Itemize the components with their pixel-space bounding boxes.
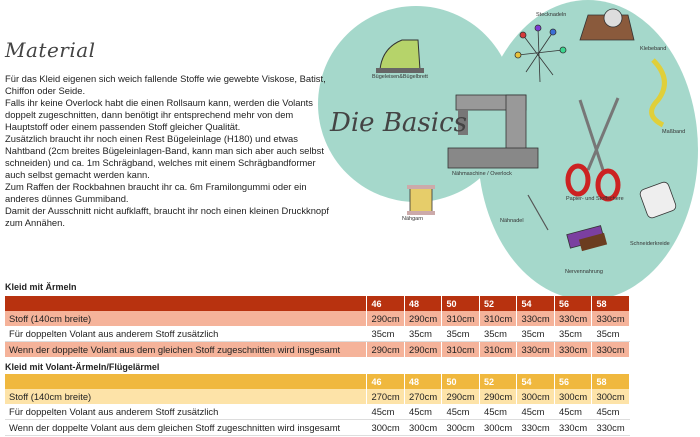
size-cell: 48: [404, 296, 442, 311]
value-cell: 300cm: [517, 389, 555, 404]
value-cell: 45cm: [367, 404, 405, 420]
caption-naehnadel: Nähnadel: [500, 218, 524, 224]
table-header-row: [5, 296, 630, 311]
size-table-sleeves: [5, 296, 630, 357]
value-cell: 45cm: [479, 404, 517, 420]
caption-nervennahrung: Nervennahrung: [565, 269, 603, 275]
iron-icon: [376, 40, 424, 73]
intro-paragraph: Falls ihr keine Overlock habt die einen Rollsaum kann, werden die Volants doppelt zugeschnitten, dann benötigt ihr entsprechend mehr von dem Hauptstoff oder einem passenden Stoff gleicher Qualität.: [5, 97, 313, 132]
basics-illustration: [318, 0, 700, 300]
value-cell: 290cm: [367, 311, 405, 326]
value-cell: 330cm: [592, 420, 630, 436]
size-cell: 56: [554, 374, 592, 389]
value-cell: 270cm: [367, 389, 405, 404]
table-title-sleeves: Kleid mit Ärmeln: [5, 282, 77, 292]
size-cell: 58: [592, 296, 630, 311]
caption-papier: Papier- und Stoffschere: [566, 196, 624, 202]
value-cell: 35cm: [367, 326, 405, 342]
value-cell: 310cm: [442, 311, 480, 326]
size-cell: 54: [517, 296, 555, 311]
value-cell: 330cm: [554, 311, 592, 326]
table-header-row: [5, 374, 630, 389]
table-row: [5, 342, 630, 358]
value-cell: 290cm: [404, 342, 442, 358]
value-cell: 45cm: [517, 404, 555, 420]
page-title: Material: [5, 38, 96, 62]
value-cell: 330cm: [517, 342, 555, 358]
value-cell: 290cm: [442, 389, 480, 404]
value-cell: 310cm: [442, 342, 480, 358]
caption-schneiderkreide: Schneiderkreide: [630, 241, 670, 247]
intro-paragraph: Zum Raffen der Rockbahnen braucht ihr ca. 6m Framilongummi oder ein anderes dünnes Gummiband.: [5, 181, 307, 204]
value-cell: 300cm: [554, 389, 592, 404]
row-label: Wenn der doppelte Volant aus dem gleichen Stoff zugeschnitten wird insgesamt: [5, 342, 367, 358]
table-row: [5, 420, 630, 436]
value-cell: 35cm: [479, 326, 517, 342]
value-cell: 35cm: [554, 326, 592, 342]
size-cell: 54: [517, 374, 555, 389]
intro-paragraph: Zusätzlich braucht ihr noch einen Rest Bügeleinlage (H180) und etwas Nahtband (2cm breites Bügeleinlagen-Band, kann man sich aber auch selbst schneiden) und ca. 1m Schrägband, welches mit einem Schrägbandformer auch selbst gemacht werden kann.: [5, 133, 324, 180]
header-label-cell: [5, 374, 367, 389]
tape-icon: [580, 9, 634, 40]
value-cell: 310cm: [479, 311, 517, 326]
table-row: [5, 326, 630, 342]
measuring-tape-icon: [652, 60, 665, 125]
illustration-title: Die Basics: [330, 108, 467, 138]
row-label: Für doppelten Volant aus anderem Stoff zusätzlich: [5, 326, 367, 342]
caption-naehgarn: Nähgarn: [402, 216, 424, 222]
value-cell: 45cm: [404, 404, 442, 420]
size-cell: 50: [442, 374, 480, 389]
size-cell: 58: [592, 374, 630, 389]
value-cell: 35cm: [517, 326, 555, 342]
value-cell: 35cm: [442, 326, 480, 342]
caption-massband: Maßband: [662, 129, 686, 135]
value-cell: 45cm: [554, 404, 592, 420]
chalk-icon: [639, 181, 677, 219]
value-cell: 290cm: [404, 311, 442, 326]
row-label: Für doppelten Volant aus anderem Stoff zusätzlich: [5, 404, 367, 420]
value-cell: 300cm: [442, 420, 480, 436]
value-cell: 310cm: [479, 342, 517, 358]
value-cell: 330cm: [517, 311, 555, 326]
pins-icon: [515, 25, 566, 82]
table-row: [5, 311, 630, 326]
value-cell: 300cm: [367, 420, 405, 436]
value-cell: 330cm: [554, 342, 592, 358]
intro-text: [5, 73, 335, 229]
value-cell: 330cm: [592, 311, 630, 326]
caption-naehmaschine: Nähmaschine / Overlock: [452, 171, 512, 177]
scissors-icon: [568, 98, 618, 199]
size-cell: 48: [404, 374, 442, 389]
thread-icon: [407, 185, 435, 215]
size-cell: 46: [367, 296, 405, 311]
table-title-flutter-sleeves: Kleid mit Volant-Ärmeln/Flügelärmel: [5, 362, 160, 372]
value-cell: 45cm: [592, 404, 630, 420]
intro-paragraph: Für das Kleid eigenen sich weich fallende Stoffe wie gewebte Viskose, Batist, Chiffon oder Seide.: [5, 73, 326, 96]
size-cell: 46: [367, 374, 405, 389]
value-cell: 290cm: [367, 342, 405, 358]
value-cell: 300cm: [592, 389, 630, 404]
row-label: Stoff (140cm breite): [5, 389, 367, 404]
row-label: Stoff (140cm breite): [5, 311, 367, 326]
size-cell: 56: [554, 296, 592, 311]
value-cell: 35cm: [592, 326, 630, 342]
size-cell: 50: [442, 296, 480, 311]
header-label-cell: [5, 296, 367, 311]
value-cell: 330cm: [554, 420, 592, 436]
table-row: [5, 404, 630, 420]
size-table-flutter-sleeves: [5, 374, 630, 436]
intro-paragraph: Damit der Ausschnitt nicht aufklafft, braucht ihr noch einen kleinen Druckknopf zum Annähen.: [5, 205, 329, 228]
needle-icon: [528, 195, 548, 230]
caption-klebeband: Klebeband: [640, 46, 667, 52]
table-row: [5, 389, 630, 404]
value-cell: 330cm: [592, 342, 630, 358]
value-cell: 270cm: [404, 389, 442, 404]
value-cell: 290cm: [479, 389, 517, 404]
value-cell: 300cm: [479, 420, 517, 436]
value-cell: 35cm: [404, 326, 442, 342]
size-cell: 52: [479, 296, 517, 311]
value-cell: 330cm: [517, 420, 555, 436]
row-label: Wenn der doppelte Volant aus dem gleichen Stoff zugeschnitten wird insgesamt: [5, 420, 367, 436]
chocolate-icon: [567, 226, 607, 252]
value-cell: 300cm: [404, 420, 442, 436]
caption-buegeleisen: Bügeleisen&Bügelbrett: [372, 74, 428, 80]
size-cell: 52: [479, 374, 517, 389]
value-cell: 45cm: [442, 404, 480, 420]
caption-stecknadeln: Stecknadeln: [536, 12, 567, 18]
